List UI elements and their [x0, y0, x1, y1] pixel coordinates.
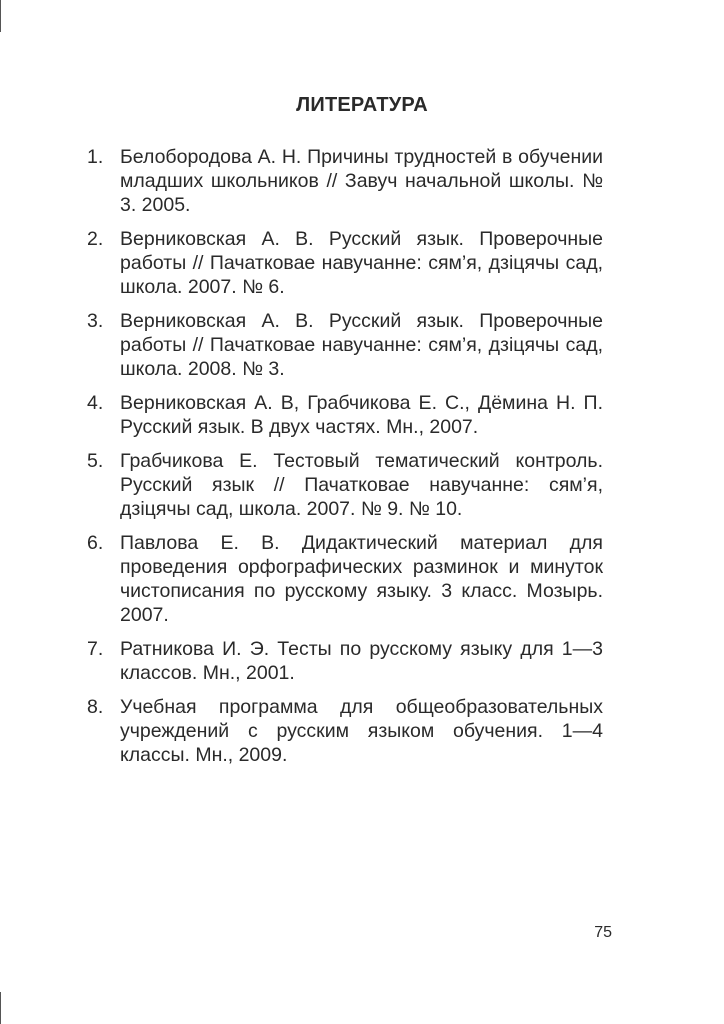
reference-text: Грабчикова Е. Тестовый тематический контроль. Русский язык // Пачатковае навучанне: сям’я, дзiцячы сад, школа. 2007. № 9. № 10.: [120, 450, 603, 520]
reference-item: [87, 391, 603, 439]
reference-number: 5.: [87, 450, 104, 472]
reference-item: [87, 531, 603, 627]
page-number: 75: [594, 924, 612, 941]
reference-number: 7.: [87, 638, 104, 660]
reference-text: Ратникова И. Э. Тесты по русскому языку для 1—3 классов. Мн., 2001.: [120, 638, 603, 684]
reference-item: [87, 309, 603, 381]
reference-number: 6.: [87, 532, 104, 554]
reference-number: 1.: [87, 146, 104, 168]
reference-item: [87, 637, 603, 685]
reference-text: Павлова Е. В. Дидактический материал для проведения орфографических разминок и минуток чистописания по русскому языку. 3 класс. Мозырь. 2007.: [120, 532, 603, 626]
reference-item: [87, 449, 603, 521]
reference-text: Верниковская А. В, Грабчикова Е. С., Дёмина Н. П. Русский язык. В двух частях. Мн., 2007.: [120, 392, 603, 438]
page-title: ЛИТЕРАТУРА: [296, 94, 428, 116]
reference-number: 8.: [87, 696, 104, 718]
reference-number: 2.: [87, 228, 104, 250]
reference-item: [87, 145, 603, 217]
reference-list: [87, 145, 603, 777]
reference-text: Белобородова А. Н. Причины трудностей в обучении младших школьников // Завуч начальной школы. № 3. 2005.: [120, 146, 603, 216]
reference-number: 3.: [87, 310, 104, 332]
reference-text: Учебная программа для общеобразовательных учреждений с русским языком обучения. 1—4 классы. Мн., 2009.: [120, 696, 603, 766]
crop-mark-bottom: [0, 992, 1, 1024]
crop-mark-top: [0, 0, 1, 32]
reference-number: 4.: [87, 392, 104, 414]
reference-item: [87, 695, 603, 767]
reference-text: Верниковская А. В. Русский язык. Проверочные работы // Пачатковае навучанне: сям’я, дзiцячы сад, школа. 2007. № 6.: [120, 228, 603, 298]
reference-item: [87, 227, 603, 299]
reference-text: Верниковская А. В. Русский язык. Проверочные работы // Пачатковае навучанне: сям’я, дзiцячы сад, школа. 2008. № 3.: [120, 310, 603, 380]
